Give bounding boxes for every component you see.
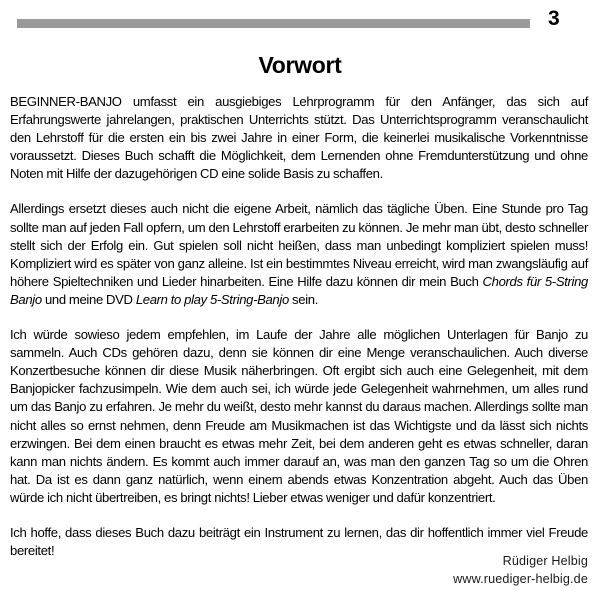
paragraph-practice-part2: und meine DVD [41,291,136,307]
page-title: Vorwort [258,52,342,78]
author-name: Rüdiger Helbig [502,554,588,568]
paragraph-closing: Ich hoffe, dass dieses Buch dazu beiträgt ein Instrument zu lernen, das dir hoffentlich immer viel Freude bereitet! [10,524,588,559]
dvd-title-learn-to-play: Learn to play 5-String-Banjo [135,291,289,307]
paragraph-practice-part1: Allerdings ersetzt dieses auch nicht die eigene Arbeit, nämlich das tägliche Üben. Eine Stunde pro Tag sollte man auf jeden Fall opfern, um den Lehrstoff erarbeiten zu können. Je mehr man übt, desto schneller stellt sich der Erfolg ein. Gut spielen soll nicht heißen, dass man unbedingt kompliziert spielen muss! Kompliziert wird es später von ganz alleine. Ist ein bestimmtes Niveau erreicht, wird man zwangsläufig auf höhere Spieltechniken und Lieder hinarbeiten. Eine Hilfe dazu können dir mein Buch [10,201,588,289]
signature-block [0,552,588,588]
author-website: www.ruediger-helbig.de [453,572,588,586]
paragraph-practice [10,200,588,309]
page-number: 3 [548,7,560,30]
paragraph-materials: Ich würde sowieso jedem empfehlen, im Laufe der Jahre alle möglichen Unterlagen für Banjo zu sammeln. Auch CDs gehören dazu, denn sie können dir eine Menge veranschaulichen. Auch diverse Konzertbesuche können dir diese Musik näherbringen. Oft ergibt sich auch eine Gelegenheit, mit dem Banjopicker fachzusimpeln. Wie dem auch sei, ich würde jede Gelegenheit wahrnehmen, um alles rund um das Banjo zu erfahren. Je mehr du weißt, desto mehr kannst du daraus machen. Allerdings sollte man nicht alles so ernst nehmen, denn Freude am Musikmachen ist das Wichtigste und da lässt sich nichts erzwingen. Bei dem einen braucht es etwas mehr Zeit, bei dem anderen geht es etwas schneller, daran kann man nichts ändern. Es kommt auch immer darauf an, was man den ganzen Tag so um die Ohren hat. Da ist es dann ganz natürlich, wenn einem abends etwas Konzentration abgeht. Auch das Üben würde ich nicht übertreiben, es bringt nichts! Lieber etwas weniger und dafür konzentriert. [10,327,588,505]
page-header [0,0,600,42]
body-text [10,93,588,560]
book-title-chords: Chords für 5-String Banjo [10,273,588,307]
paragraph-practice-part3: sein. [288,291,318,307]
paragraph-intro: BEGINNER-BANJO umfasst ein ausgiebiges Lehrprogramm für den Anfänger, das sich auf Erfahrungswerte jahrelangen, praktischen Unterrichts stützt. Das Unterrichtsprogramm veranschaulicht den Lehrstoff für die ersten ein bis zwei Jahre in einer Form, die keinerlei musikalische Vorkenntnisse voraussetzt. Dieses Buch schafft die Möglichkeit, dem Lernenden ohne Fremdunterstützung und ohne Noten mit Hilfe der dazugehörigen CD eine solide Basis zu schaffen. [10,94,588,182]
header-rule [17,19,530,28]
